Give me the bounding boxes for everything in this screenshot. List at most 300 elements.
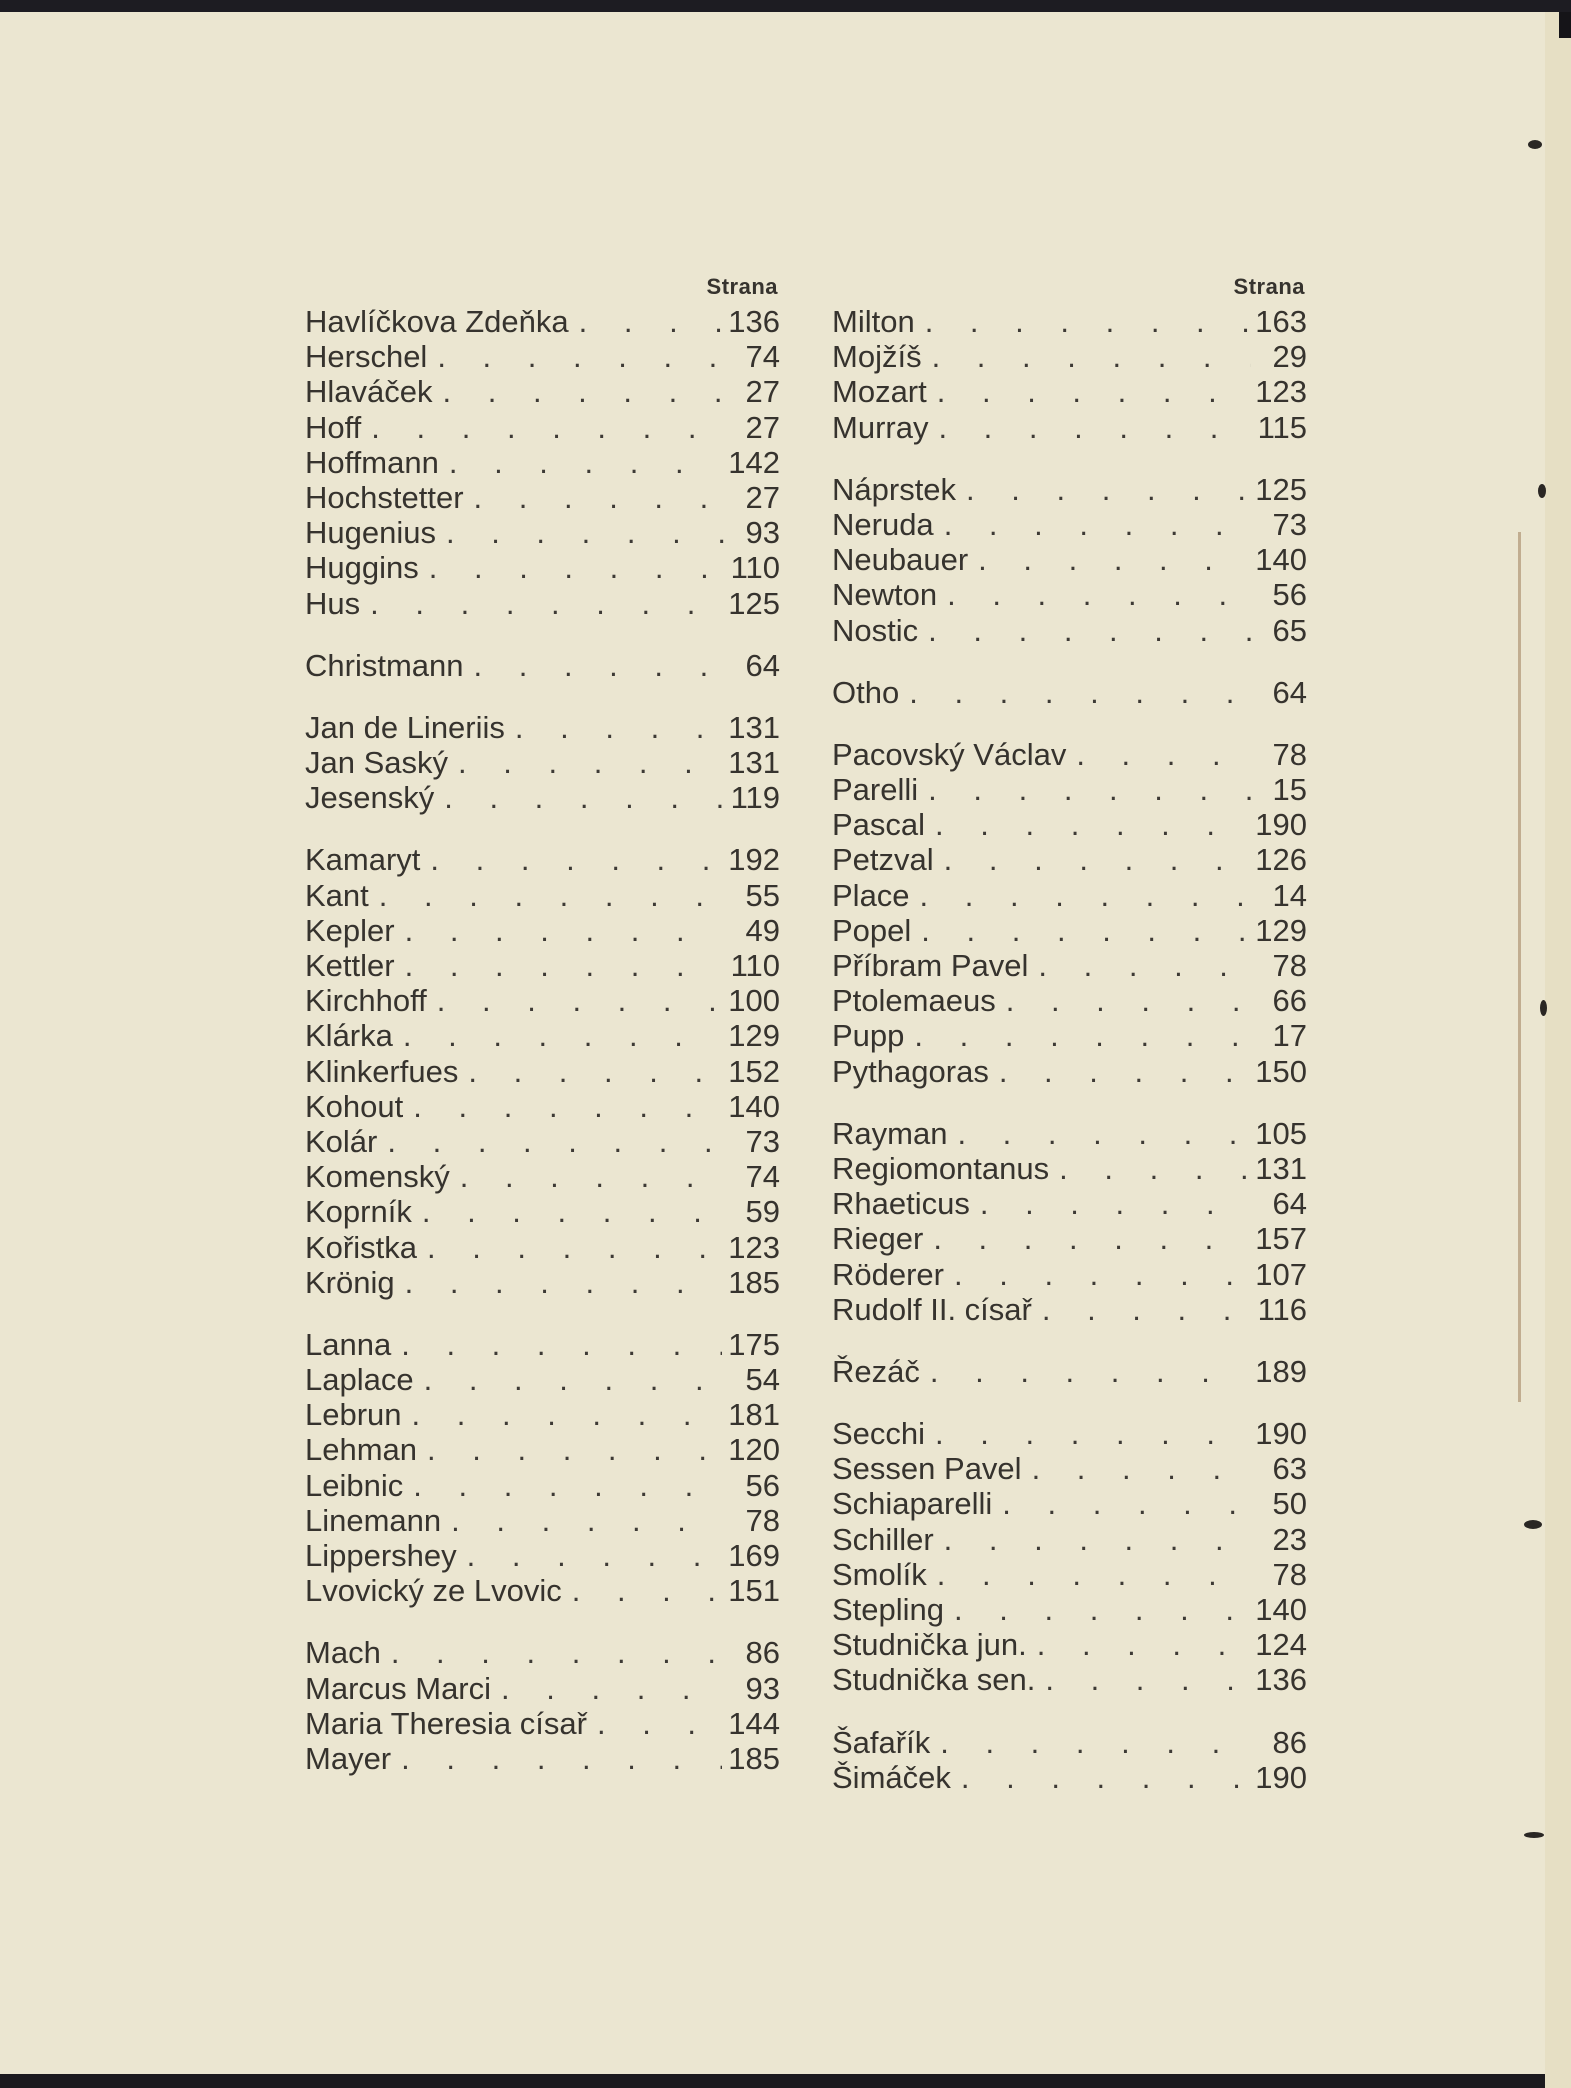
entry-name: Herschel	[305, 339, 428, 375]
entry-name: Havlíčkova Zdeňka	[305, 304, 569, 339]
leader-dots	[403, 1018, 722, 1053]
index-entry	[305, 1265, 780, 1300]
entry-page-number: 55	[745, 877, 780, 913]
index-entry	[305, 1054, 780, 1089]
entry-name: Schiller	[832, 1521, 934, 1557]
entry-page-number: 185	[728, 1264, 780, 1300]
entry-page-number: 125	[728, 585, 780, 621]
scan-corner-shadow	[1559, 12, 1571, 38]
index-group	[305, 710, 780, 816]
entry-page-number: 107	[1255, 1256, 1307, 1292]
leader-dots	[944, 507, 1251, 542]
leader-dots	[413, 1089, 722, 1124]
leader-dots	[1002, 1486, 1251, 1521]
index-entry	[832, 1486, 1307, 1521]
index-entry	[832, 983, 1307, 1018]
entry-name: Ptolemaeus	[832, 983, 996, 1019]
entry-page-number: 190	[1255, 1759, 1307, 1795]
leader-dots	[944, 842, 1250, 877]
index-entry	[305, 1503, 780, 1538]
entry-name: Řezáč	[832, 1353, 920, 1389]
leader-dots	[449, 445, 722, 480]
index-group	[305, 842, 780, 1299]
entry-name: Popel	[832, 912, 912, 948]
index-entry	[305, 780, 780, 815]
index-entry	[305, 745, 780, 780]
leader-dots	[940, 1725, 1251, 1760]
entry-page-number: 131	[1255, 1150, 1307, 1186]
page-column-header: Strana	[706, 274, 778, 299]
leader-dots	[371, 410, 724, 445]
leader-dots	[935, 1416, 1249, 1451]
leader-dots	[944, 1522, 1251, 1557]
entry-name: Rhaeticus	[832, 1186, 970, 1222]
leader-dots	[999, 1054, 1249, 1089]
entry-name: Stepling	[832, 1592, 945, 1627]
entry-name: Pupp	[832, 1018, 905, 1054]
leader-dots	[954, 1257, 1249, 1292]
leader-dots	[387, 1124, 724, 1159]
entry-page-number: 93	[745, 515, 780, 551]
index-entry	[305, 374, 780, 409]
leader-dots	[579, 304, 723, 339]
entry-page-number: 131	[728, 745, 780, 781]
leader-dots	[920, 878, 1251, 913]
leader-dots	[370, 586, 722, 621]
index-entry	[832, 878, 1307, 913]
index-group	[832, 472, 1307, 648]
page-crease	[1518, 532, 1521, 1402]
index-entry	[305, 913, 780, 948]
index-entry	[305, 339, 780, 374]
entry-name: Rudolf II. císař	[832, 1291, 1032, 1327]
entry-name: Mozart	[832, 374, 927, 410]
entry-page-number: 59	[745, 1194, 780, 1230]
entry-page-number: 192	[728, 842, 780, 878]
entry-name: Hochstetter	[305, 479, 464, 515]
index-entry	[305, 648, 780, 683]
leader-dots	[458, 745, 722, 780]
index-entry	[305, 1018, 780, 1053]
leader-dots	[978, 542, 1249, 577]
entry-page-number: 123	[1255, 374, 1307, 410]
entry-page-number: 66	[1272, 983, 1307, 1019]
leader-dots	[412, 1397, 723, 1432]
leader-dots	[429, 550, 724, 585]
index-group	[832, 304, 1307, 445]
index-entry	[305, 710, 780, 745]
index-entry	[305, 445, 780, 480]
entry-name: Huggins	[305, 550, 419, 586]
entry-page-number: 14	[1272, 877, 1307, 913]
index-entry	[832, 1054, 1307, 1089]
entry-name: Kepler	[305, 912, 395, 948]
entry-name: Secchi	[832, 1416, 926, 1452]
entry-name: Nostic	[832, 612, 919, 648]
index-entry	[832, 1116, 1307, 1151]
index-entry	[305, 1468, 780, 1503]
entry-name: Šafařík	[832, 1724, 931, 1760]
entry-name: Klinkerfues	[305, 1053, 459, 1089]
entry-name: Newton	[832, 577, 938, 613]
leader-dots	[961, 1760, 1249, 1795]
entry-name: Schiaparelli	[832, 1486, 993, 1522]
leader-dots	[444, 780, 724, 815]
index-entry	[832, 1416, 1307, 1451]
entry-page-number: 140	[1255, 542, 1307, 578]
leader-dots	[933, 1221, 1249, 1256]
entry-page-number: 151	[728, 1573, 780, 1609]
entry-page-number: 63	[1272, 1451, 1307, 1487]
leader-dots	[1038, 948, 1251, 983]
entry-page-number: 185	[728, 1740, 780, 1776]
leader-dots	[427, 1230, 722, 1265]
index-entry	[832, 1354, 1307, 1389]
entry-name: Lebrun	[305, 1397, 402, 1433]
leader-dots	[1032, 1451, 1251, 1486]
entry-page-number: 78	[1272, 948, 1307, 983]
entry-name: Hoff	[305, 409, 362, 445]
leader-dots	[914, 1018, 1251, 1053]
entry-name: Hoffmann	[305, 444, 439, 480]
entry-name: Studnička jun.	[832, 1627, 1027, 1663]
index-entry	[305, 983, 780, 1018]
entry-page-number: 93	[745, 1670, 780, 1706]
leader-dots	[430, 842, 722, 877]
index-entry	[305, 586, 780, 621]
entry-name: Murray	[832, 409, 929, 445]
index-entry	[832, 675, 1307, 710]
entry-name: Kolár	[305, 1123, 378, 1159]
entry-page-number: 74	[745, 1159, 780, 1195]
entry-name: Krönig	[305, 1264, 395, 1300]
entry-name: Röderer	[832, 1256, 944, 1292]
entry-name: Kirchhoff	[305, 983, 427, 1019]
entry-page-number: 65	[1272, 612, 1307, 648]
index-entry	[305, 1124, 780, 1159]
leader-dots	[1076, 737, 1251, 772]
entry-page-number: 140	[1255, 1592, 1307, 1627]
leader-dots	[966, 472, 1249, 507]
entry-page-number: 115	[1257, 409, 1307, 445]
scan-top-border	[0, 0, 1571, 12]
entry-name: Jan Saský	[305, 745, 449, 781]
index-entry	[832, 410, 1307, 445]
entry-page-number: 23	[1272, 1521, 1307, 1557]
entry-name: Náprstek	[832, 471, 957, 507]
entry-page-number: 78	[1272, 1556, 1307, 1592]
entry-page-number: 105	[1255, 1115, 1307, 1151]
entry-name: Komenský	[305, 1159, 450, 1195]
leader-dots	[379, 878, 724, 913]
entry-page-number: 86	[1272, 1724, 1307, 1760]
entry-name: Rieger	[832, 1221, 924, 1257]
entry-page-number: 100	[728, 983, 780, 1019]
leader-dots	[980, 1186, 1251, 1221]
leader-dots	[468, 1054, 722, 1089]
leader-dots	[909, 675, 1251, 710]
entry-page-number: 27	[745, 479, 780, 515]
entry-page-number: 144	[728, 1705, 780, 1741]
entry-name: Jesenský	[305, 780, 435, 816]
leader-dots	[451, 1503, 724, 1538]
entry-name: Leibnic	[305, 1467, 404, 1503]
leader-dots	[1059, 1151, 1249, 1186]
index-entry	[305, 410, 780, 445]
index-entry	[305, 304, 780, 339]
index-group	[832, 675, 1307, 710]
leader-dots	[928, 613, 1251, 648]
index-entry	[305, 1741, 780, 1776]
leader-dots	[1006, 983, 1251, 1018]
index-entry	[832, 1451, 1307, 1486]
leader-dots	[928, 772, 1251, 807]
entry-name: Lvovický ze Lvovic	[305, 1573, 562, 1609]
entry-name: Jan de Lineriis	[305, 709, 505, 745]
index-entry	[832, 1292, 1307, 1327]
index-entry	[305, 550, 780, 585]
entry-page-number: 64	[1272, 1186, 1307, 1222]
entry-page-number: 29	[1272, 339, 1307, 375]
entry-name: Sessen Pavel	[832, 1451, 1022, 1487]
entry-page-number: 27	[745, 409, 780, 445]
entry-name: Kořistka	[305, 1229, 417, 1265]
entry-page-number: 157	[1255, 1221, 1307, 1257]
index-entry	[305, 1706, 780, 1741]
entry-page-number: 54	[745, 1362, 780, 1398]
leader-dots	[938, 410, 1251, 445]
index-entry	[305, 1089, 780, 1124]
entry-page-number: 120	[728, 1432, 780, 1468]
index-group	[832, 1725, 1307, 1795]
entry-name: Šimáček	[832, 1759, 951, 1795]
leader-dots	[437, 983, 722, 1018]
leader-dots	[443, 374, 725, 409]
entry-page-number: 152	[728, 1053, 780, 1089]
index-entry	[832, 613, 1307, 648]
index-entry	[832, 948, 1307, 983]
index-group	[305, 1635, 780, 1776]
index-entry	[832, 507, 1307, 542]
entry-page-number: 64	[1272, 674, 1307, 710]
ink-speck	[1538, 484, 1546, 498]
leader-dots	[932, 339, 1251, 374]
entry-page-number: 163	[1255, 304, 1307, 339]
entry-page-number: 190	[1255, 1416, 1307, 1452]
index-column-right	[832, 270, 1307, 1822]
leader-dots	[501, 1671, 724, 1706]
index-entry	[305, 1230, 780, 1265]
index-entry	[305, 1327, 780, 1362]
entry-name: Linemann	[305, 1502, 442, 1538]
index-entry	[305, 1635, 780, 1670]
index-entry	[305, 1671, 780, 1706]
entry-name: Pacovský Václav	[832, 736, 1067, 772]
leader-dots	[1037, 1627, 1250, 1662]
leader-dots	[515, 710, 722, 745]
entry-page-number: 124	[1255, 1627, 1307, 1663]
entry-page-number: 136	[728, 304, 780, 339]
index-entry	[305, 1159, 780, 1194]
leader-dots	[925, 304, 1250, 339]
entry-page-number: 150	[1255, 1053, 1307, 1089]
entry-page-number: 27	[745, 374, 780, 410]
leader-dots	[446, 515, 724, 550]
leader-dots	[954, 1592, 1249, 1627]
entry-name: Laplace	[305, 1362, 414, 1398]
ink-speck	[1524, 1520, 1542, 1529]
scan-right-edge	[1545, 12, 1571, 2088]
entry-page-number: 189	[1255, 1353, 1307, 1389]
entry-name: Lippershey	[305, 1538, 457, 1573]
index-entry	[305, 1538, 780, 1573]
index-entry	[832, 1221, 1307, 1256]
leader-dots	[937, 1557, 1251, 1592]
entry-name: Parelli	[832, 772, 919, 808]
entry-name: Pascal	[832, 807, 926, 843]
entry-page-number: 116	[1257, 1291, 1307, 1327]
entry-name: Regiomontanus	[832, 1150, 1050, 1186]
leader-dots	[405, 1265, 723, 1300]
entry-name: Kohout	[305, 1088, 404, 1124]
entry-name: Maria Theresia císař	[305, 1705, 587, 1741]
index-entry	[305, 842, 780, 877]
entry-name: Mayer	[305, 1740, 392, 1776]
index-entry	[832, 1662, 1307, 1697]
index-entry	[832, 1725, 1307, 1760]
leader-dots	[947, 577, 1251, 612]
leader-dots	[930, 1354, 1249, 1389]
leader-dots	[1042, 1292, 1251, 1327]
leader-dots	[597, 1706, 722, 1741]
leader-dots	[405, 948, 724, 983]
entry-page-number: 123	[728, 1229, 780, 1265]
index-entry	[832, 1557, 1307, 1592]
leader-dots	[401, 1741, 722, 1776]
leader-dots	[424, 1362, 724, 1397]
index-entry	[832, 1522, 1307, 1557]
entry-page-number: 119	[730, 780, 780, 816]
index-group	[832, 737, 1307, 1089]
entry-page-number: 129	[1255, 912, 1307, 948]
entry-page-number: 86	[745, 1635, 780, 1671]
entry-page-number: 175	[728, 1326, 780, 1362]
entry-page-number: 110	[730, 948, 780, 983]
index-entry	[305, 1362, 780, 1397]
ink-speck	[1540, 1000, 1547, 1016]
entry-page-number: 78	[745, 1502, 780, 1538]
index-entry	[832, 374, 1307, 409]
index-entry	[305, 948, 780, 983]
leader-dots	[921, 913, 1249, 948]
entry-page-number: 110	[730, 550, 780, 586]
entry-page-number: 74	[745, 339, 780, 375]
leader-dots	[427, 1432, 722, 1467]
entry-name: Pythagoras	[832, 1053, 989, 1089]
index-entry	[832, 1627, 1307, 1662]
index-entry	[305, 1573, 780, 1608]
index-entry	[305, 515, 780, 550]
index-entry	[832, 339, 1307, 374]
index-entry	[832, 1151, 1307, 1186]
entry-page-number: 181	[728, 1397, 780, 1433]
entry-name: Rayman	[832, 1115, 948, 1151]
index-entry	[305, 1194, 780, 1229]
entry-name: Place	[832, 877, 910, 913]
entry-page-number: 190	[1255, 807, 1307, 843]
index-entry	[832, 304, 1307, 339]
index-entry	[832, 542, 1307, 577]
index-entry	[832, 1186, 1307, 1221]
entry-page-number: 73	[745, 1123, 780, 1159]
entry-name: Hugenius	[305, 515, 436, 551]
leader-dots	[401, 1327, 722, 1362]
entry-name: Klárka	[305, 1018, 393, 1054]
leader-dots	[474, 648, 725, 683]
entry-name: Neubauer	[832, 542, 969, 578]
index-entry	[832, 577, 1307, 612]
index-group	[832, 1416, 1307, 1698]
leader-dots	[413, 1468, 724, 1503]
entry-name: Lehman	[305, 1432, 418, 1468]
leader-dots	[572, 1573, 723, 1608]
index-entry	[305, 878, 780, 913]
entry-page-number: 15	[1272, 772, 1307, 808]
leader-dots	[1045, 1662, 1249, 1697]
entry-page-number: 64	[745, 647, 780, 683]
entry-page-number: 140	[728, 1088, 780, 1124]
entry-page-number: 50	[1272, 1486, 1307, 1522]
entry-name: Kant	[305, 877, 369, 913]
leader-dots	[474, 480, 724, 515]
entry-page-number: 78	[1272, 736, 1307, 772]
leader-dots	[391, 1635, 724, 1670]
entry-name: Smolík	[832, 1556, 927, 1592]
entry-name: Marcus Marci	[305, 1670, 492, 1706]
index-entry	[832, 737, 1307, 772]
entry-page-number: 56	[745, 1467, 780, 1503]
leader-dots	[437, 339, 724, 374]
entry-name: Lanna	[305, 1326, 392, 1362]
ink-speck	[1524, 1832, 1544, 1838]
index-entry	[832, 1257, 1307, 1292]
index-entry	[832, 807, 1307, 842]
leader-dots	[422, 1194, 724, 1229]
ink-speck	[1528, 140, 1542, 149]
index-group	[305, 648, 780, 683]
entry-page-number: 125	[1255, 471, 1307, 507]
entry-name: Mach	[305, 1635, 381, 1671]
page-column-header: Strana	[1233, 274, 1305, 299]
entry-name: Příbram Pavel	[832, 948, 1029, 983]
index-entry	[832, 472, 1307, 507]
leader-dots	[935, 807, 1249, 842]
entry-name: Christmann	[305, 647, 464, 683]
entry-name: Studnička sen.	[832, 1662, 1036, 1698]
entry-name: Mojžíš	[832, 339, 922, 375]
entry-name: Kamaryt	[305, 842, 421, 878]
leader-dots	[460, 1159, 724, 1194]
entry-name: Koprník	[305, 1194, 412, 1230]
index-entry	[832, 842, 1307, 877]
entry-page-number: 17	[1272, 1018, 1307, 1054]
index-entry	[832, 1018, 1307, 1053]
leader-dots	[937, 374, 1250, 409]
entry-page-number: 126	[1255, 842, 1307, 878]
index-entry	[305, 1432, 780, 1467]
index-group	[832, 1116, 1307, 1327]
entry-name: Petzval	[832, 842, 934, 878]
